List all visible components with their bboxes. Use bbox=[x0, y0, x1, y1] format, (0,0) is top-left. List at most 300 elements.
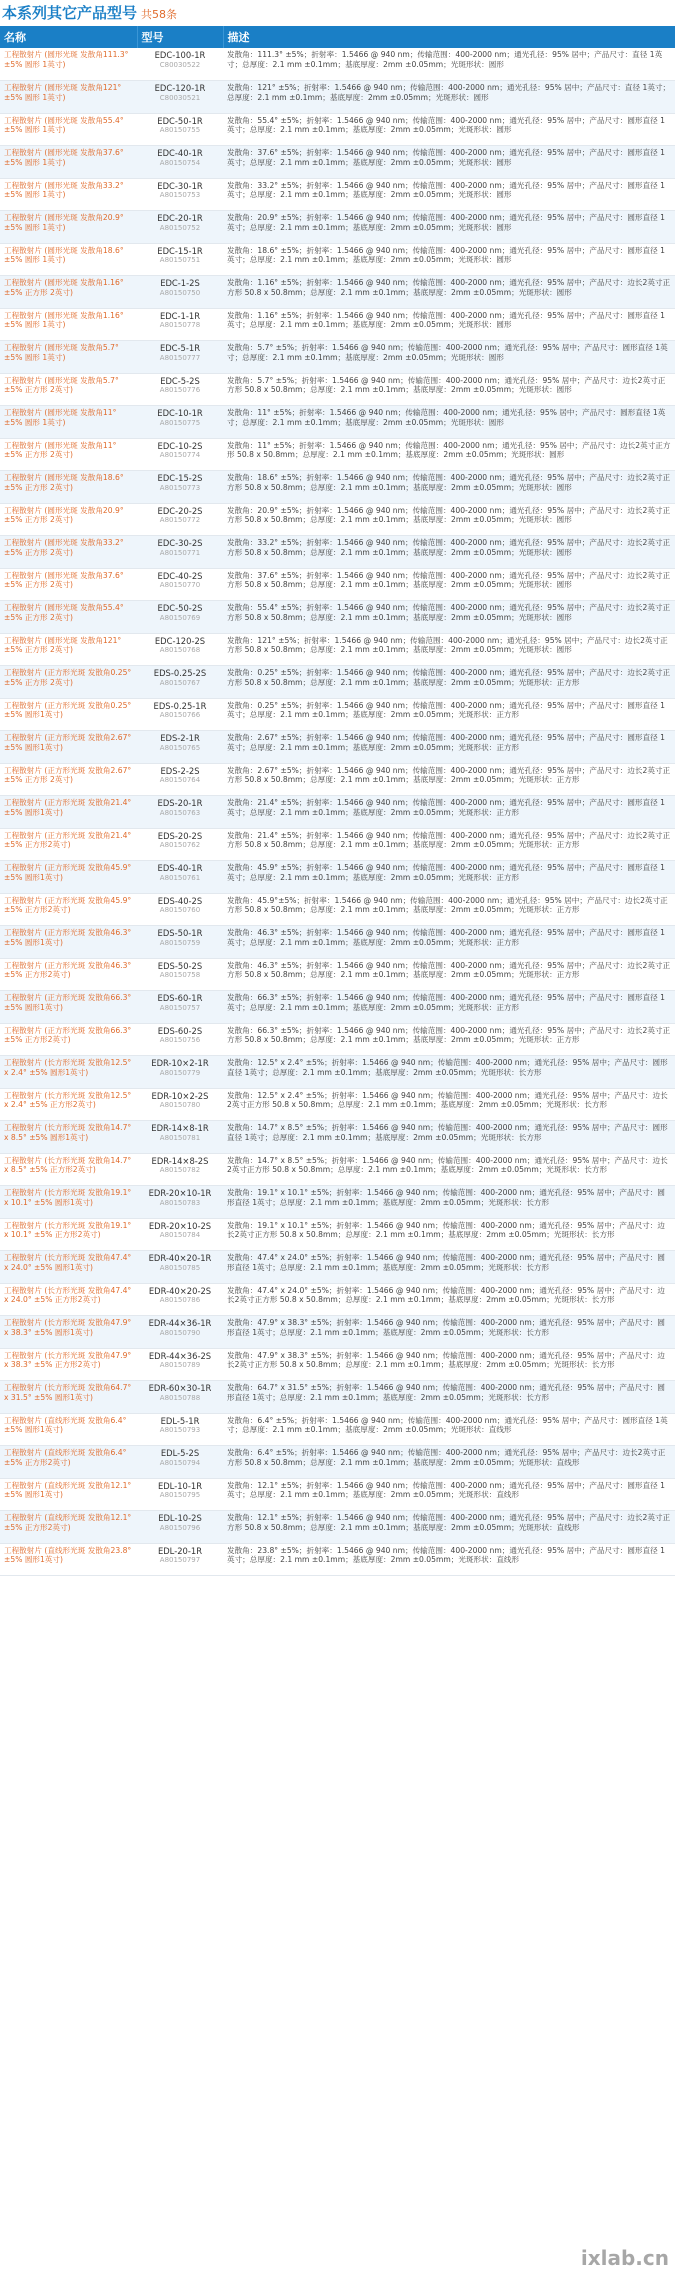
description-cell: 发散角：47.9° x 38.3° ±5%；折射率：1.5466 @ 940 nm；传输范围：400-2000 nm；通光孔径：95% 居中；产品尺寸：边长2英寸正方形 50.8 x 50.8mm；总厚度：2.1 mm ±0.1mm；基底厚度：2mm ±0.05mm；光斑形状：长方形 bbox=[223, 1348, 675, 1381]
description-cell: 发散角：1.16° ±5%；折射率：1.5466 @ 940 nm；传输范围：400-2000 nm；通光孔径：95% 居中；产品尺寸：圆形直径 1英寸；总厚度：2.1 mm ±0.1mm；基底厚度：2mm ±0.05mm；光斑形状：圆形 bbox=[223, 308, 675, 341]
table-row[interactable] bbox=[0, 1511, 675, 1544]
sku-number: A80150759 bbox=[159, 938, 201, 947]
table-row[interactable] bbox=[0, 1088, 675, 1121]
sku-number: C80030521 bbox=[159, 93, 201, 102]
table-row[interactable] bbox=[0, 601, 675, 634]
product-name-cell bbox=[0, 243, 137, 276]
sku-number: A80150779 bbox=[159, 1068, 201, 1077]
product-name-cell bbox=[0, 893, 137, 926]
model-cell bbox=[137, 178, 223, 211]
product-name-link[interactable]: 工程散射片 (长方形光斑 发散角47.4° x 24.0° ±5% 圆形1英寸) bbox=[4, 1253, 132, 1272]
result-count: 共58条 bbox=[141, 8, 178, 21]
model-cell bbox=[137, 536, 223, 569]
model-number: EDS-20-2S bbox=[157, 830, 203, 841]
table-row[interactable] bbox=[0, 958, 675, 991]
product-name-cell bbox=[0, 438, 137, 471]
product-name-link[interactable]: 工程散射片 (圆形光斑 发散角5.7° ±5% 圆形 1英寸) bbox=[4, 343, 119, 362]
sku-number: A80150793 bbox=[159, 1426, 201, 1434]
product-name-link[interactable]: 工程散射片 (长方形光斑 发散角47.4° x 24.0° ±5% 正方形2英寸) bbox=[4, 1285, 132, 1304]
model-cell bbox=[137, 763, 223, 796]
model-number: EDC-5-2S bbox=[160, 375, 200, 386]
sku-number: A80150750 bbox=[159, 288, 201, 297]
model-cell bbox=[137, 211, 223, 244]
sku-number: A80150776 bbox=[159, 386, 201, 394]
product-name-cell bbox=[0, 633, 137, 666]
sku-number: A80150769 bbox=[159, 613, 201, 622]
product-name-link[interactable]: 工程散射片 (直线形光斑 发散角12.1° ±5% 圆形1英寸) bbox=[4, 1480, 132, 1499]
table-row[interactable] bbox=[0, 926, 675, 959]
model-number: EDC-30-2S bbox=[157, 538, 203, 548]
description-cell: 发散角：37.6° ±5%；折射率：1.5466 @ 940 nm；传输范围：400-2000 nm；通光孔径：95% 居中；产品尺寸：圆形直径 1英寸；总厚度：2.1 mm ±0.1mm；基底厚度：2mm ±0.05mm；光斑形状：圆形 bbox=[223, 146, 675, 179]
section-title: 本系列其它产品型号 bbox=[2, 4, 138, 22]
description-cell: 发散角：20.9° ±5%；折射率：1.5466 @ 940 nm；传输范围：400-2000 nm；通光孔径：95% 居中；产品尺寸：圆形直径 1英寸；总厚度：2.1 mm ±0.1mm；基底厚度：2mm ±0.05mm；光斑形状：圆形 bbox=[223, 211, 675, 244]
product-name-cell bbox=[0, 1446, 137, 1479]
model-number: EDR-40×20-2S bbox=[148, 1285, 212, 1296]
description-cell: 发散角：0.25° ±5%；折射率：1.5466 @ 940 nm；传输范围：400-2000 nm；通光孔径：95% 居中；产品尺寸：圆形直径 1英寸；总厚度：2.1 mm ±0.1mm；基底厚度：2mm ±0.05mm；光斑形状：正方形 bbox=[223, 698, 675, 731]
product-name-cell bbox=[0, 1283, 137, 1316]
description-cell: 发散角：0.25° ±5%；折射率：1.5466 @ 940 nm；传输范围：400-2000 nm；通光孔径：95% 居中；产品尺寸：边长2英寸正方形 50.8 x 50.8mm；总厚度：2.1 mm ±0.1mm；基底厚度：2mm ±0.05mm；光斑形状：正方形 bbox=[223, 666, 675, 699]
model-cell bbox=[137, 308, 223, 341]
model-number: EDC-50-2S bbox=[157, 603, 203, 613]
model-number: EDR-14×8-2S bbox=[151, 1155, 209, 1166]
product-name-link[interactable]: 工程散射片 (圆形光斑 发散角1.16° ±5% 正方形 2英寸) bbox=[4, 278, 124, 297]
description-cell: 发散角：11° ±5%；折射率：1.5466 @ 940 nm；传输范围：400-2000 nm；通光孔径：95% 居中；产品尺寸：圆形直径 1英寸；总厚度：2.1 mm ±0.1mm；基底厚度：2mm ±0.05mm；光斑形状：圆形 bbox=[223, 406, 675, 439]
product-name-cell bbox=[0, 146, 137, 179]
product-name-cell bbox=[0, 81, 137, 114]
model-number: EDC-30-1R bbox=[157, 180, 203, 191]
table-row[interactable] bbox=[0, 1413, 675, 1446]
model-number: EDS-40-1R bbox=[157, 863, 203, 873]
model-number: EDC-20-2S bbox=[157, 505, 203, 516]
description-cell: 发散角：20.9° ±5%；折射率：1.5466 @ 940 nm；传输范围：400-2000 nm；通光孔径：95% 居中；产品尺寸：边长2英寸正方形 50.8 x 50.8mm；总厚度：2.1 mm ±0.1mm；基底厚度：2mm ±0.05mm；光斑形状：圆形 bbox=[223, 503, 675, 536]
model-number: EDC-10-2S bbox=[157, 440, 203, 451]
table-row[interactable] bbox=[0, 1056, 675, 1089]
product-name-cell bbox=[0, 763, 137, 796]
product-name-link[interactable]: 工程散射片 (正方形光斑 发散角0.25° ±5% 正方形 2英寸) bbox=[4, 668, 132, 687]
product-name-link[interactable]: 工程散射片 (直线形光斑 发散角6.4° ±5% 正方形2英寸) bbox=[4, 1448, 127, 1467]
table-row[interactable] bbox=[0, 178, 675, 211]
table-row[interactable] bbox=[0, 1153, 675, 1186]
model-number: EDL-5-1R bbox=[160, 1415, 200, 1426]
product-name-cell bbox=[0, 471, 137, 504]
product-name-cell bbox=[0, 1511, 137, 1544]
table-row[interactable] bbox=[0, 471, 675, 504]
product-name-link[interactable]: 工程散射片 (直线形光斑 发散角23.8° ±5% 圆形1英寸) bbox=[4, 1545, 132, 1564]
product-name-cell bbox=[0, 178, 137, 211]
model-number: EDS-60-2S bbox=[157, 1025, 203, 1036]
model-cell bbox=[137, 1413, 223, 1446]
product-name-link[interactable]: 工程散射片 (正方形光斑 发散角46.3° ±5% 圆形1英寸) bbox=[4, 928, 132, 947]
sku-number: A80150752 bbox=[159, 223, 201, 232]
sku-number: A80150774 bbox=[159, 451, 201, 459]
product-name-link[interactable]: 工程散射片 (圆形光斑 发散角11° ±5% 圆形 1英寸) bbox=[4, 408, 117, 427]
table-body bbox=[0, 48, 675, 1576]
product-name-cell bbox=[0, 1218, 137, 1251]
table-row[interactable] bbox=[0, 243, 675, 276]
model-cell bbox=[137, 861, 223, 894]
table-row[interactable] bbox=[0, 48, 675, 81]
sku-number: A80150786 bbox=[159, 1296, 201, 1304]
table-row[interactable] bbox=[0, 763, 675, 796]
table-row[interactable] bbox=[0, 1446, 675, 1479]
table-row[interactable] bbox=[0, 1381, 675, 1414]
column-header-name: 名称 bbox=[0, 26, 137, 48]
model-cell bbox=[137, 1153, 223, 1186]
product-name-link[interactable]: 工程散射片 (正方形光斑 发散角66.3° ±5% 正方形2英寸) bbox=[4, 1025, 132, 1044]
table-row[interactable] bbox=[0, 731, 675, 764]
model-cell bbox=[137, 1543, 223, 1576]
product-name-cell bbox=[0, 731, 137, 764]
description-cell: 发散角：19.1° x 10.1° ±5%；折射率：1.5466 @ 940 nm；传输范围：400-2000 nm；通光孔径：95% 居中；产品尺寸：圆形直径 1英寸；总厚度：2.1 mm ±0.1mm；基底厚度：2mm ±0.05mm；光斑形状：长方形 bbox=[223, 1186, 675, 1219]
table-row[interactable] bbox=[0, 211, 675, 244]
product-name-cell bbox=[0, 406, 137, 439]
product-name-cell bbox=[0, 666, 137, 699]
product-name-cell bbox=[0, 1056, 137, 1089]
product-name-link[interactable]: 工程散射片 (圆形光斑 发散角18.6° ±5% 圆形 1英寸) bbox=[4, 245, 124, 264]
description-cell: 发散角：19.1° x 10.1° ±5%；折射率：1.5466 @ 940 nm；传输范围：400-2000 nm；通光孔径：95% 居中；产品尺寸：边长2英寸正方形 50.8 x 50.8mm；总厚度：2.1 mm ±0.1mm；基底厚度：2mm ±0.05mm；光斑形状：长方形 bbox=[223, 1218, 675, 1251]
model-cell bbox=[137, 1218, 223, 1251]
product-name-cell bbox=[0, 796, 137, 829]
model-cell bbox=[137, 828, 223, 861]
model-number: EDC-15-1R bbox=[157, 245, 203, 256]
model-cell bbox=[137, 113, 223, 146]
product-name-link[interactable]: 工程散射片 (圆形光斑 发散角33.2° ±5% 圆形 1英寸) bbox=[4, 180, 124, 199]
sku-number: C80030522 bbox=[159, 60, 201, 69]
product-name-link[interactable]: 工程散射片 (圆形光斑 发散角55.4° ±5% 圆形 1英寸) bbox=[4, 115, 124, 134]
description-cell: 发散角：33.2° ±5%；折射率：1.5466 @ 940 nm；传输范围：400-2000 nm；通光孔径：95% 居中；产品尺寸：圆形直径 1英寸；总厚度：2.1 mm ±0.1mm；基底厚度：2mm ±0.05mm；光斑形状：圆形 bbox=[223, 178, 675, 211]
model-number: EDC-50-1R bbox=[157, 115, 203, 126]
model-cell bbox=[137, 633, 223, 666]
product-name-cell bbox=[0, 1543, 137, 1576]
model-number: EDS-20-1R bbox=[157, 798, 203, 808]
table-row[interactable] bbox=[0, 1478, 675, 1511]
model-number: EDS-50-1R bbox=[157, 928, 203, 938]
table-row[interactable] bbox=[0, 113, 675, 146]
product-name-cell bbox=[0, 211, 137, 244]
product-name-cell bbox=[0, 341, 137, 374]
model-cell bbox=[137, 568, 223, 601]
product-name-cell bbox=[0, 536, 137, 569]
table-row[interactable] bbox=[0, 341, 675, 374]
table-row[interactable] bbox=[0, 406, 675, 439]
description-cell: 发散角：33.2° ±5%；折射率：1.5466 @ 940 nm；传输范围：400-2000 nm；通光孔径：95% 居中；产品尺寸：边长2英寸正方形 50.8 x 50.8mm；总厚度：2.1 mm ±0.1mm；基底厚度：2mm ±0.05mm；光斑形状：圆形 bbox=[223, 536, 675, 569]
model-number: EDC-15-2S bbox=[157, 473, 203, 483]
product-name-link[interactable]: 工程散射片 (长方形光斑 发散角47.9° x 38.3° ±5% 正方形2英寸) bbox=[4, 1350, 132, 1369]
sku-number: A80150754 bbox=[159, 158, 201, 167]
model-number: EDC-40-1R bbox=[157, 148, 203, 158]
description-cell: 发散角：6.4° ±5%；折射率：1.5466 @ 940 nm；传输范围：400-2000 nm；通光孔径：95% 居中；产品尺寸：圆形直径 1英寸；总厚度：2.1 mm ±0.1mm；基底厚度：2mm ±0.05mm；光斑形状：直线形 bbox=[223, 1413, 675, 1446]
table-row[interactable] bbox=[0, 276, 675, 309]
model-cell bbox=[137, 1348, 223, 1381]
description-cell: 发散角：2.67° ±5%；折射率：1.5466 @ 940 nm；传输范围：400-2000 nm；通光孔径：95% 居中；产品尺寸：边长2英寸正方形 50.8 x 50.8mm；总厚度：2.1 mm ±0.1mm；基底厚度：2mm ±0.05mm；光斑形状：正方形 bbox=[223, 763, 675, 796]
sku-number: A80150784 bbox=[159, 1231, 201, 1239]
table-row[interactable] bbox=[0, 1283, 675, 1316]
product-name-cell bbox=[0, 828, 137, 861]
sku-number: A80150781 bbox=[159, 1133, 201, 1142]
description-cell: 发散角：5.7° ±5%；折射率：1.5466 @ 940 nm；传输范围：400-2000 nm；通光孔径：95% 居中；产品尺寸：边长2英寸正方形 50.8 x 50.8mm；总厚度：2.1 mm ±0.1mm；基底厚度：2mm ±0.05mm；光斑形状：圆形 bbox=[223, 373, 675, 406]
sku-number: A80150766 bbox=[159, 711, 201, 719]
sku-number: A80150778 bbox=[159, 321, 201, 329]
table-row[interactable] bbox=[0, 568, 675, 601]
model-cell bbox=[137, 731, 223, 764]
model-number: EDR-14×8-1R bbox=[151, 1123, 209, 1133]
product-name-cell bbox=[0, 1381, 137, 1414]
product-name-link[interactable]: 工程散射片 (长方形光斑 发散角14.7° x 8.5° ±5% 圆形1英寸) bbox=[4, 1123, 132, 1142]
model-number: EDR-40×20-1R bbox=[148, 1253, 212, 1263]
product-name-link[interactable]: 工程散射片 (圆形光斑 发散角33.2° ±5% 正方形 2英寸) bbox=[4, 538, 124, 557]
sku-number: A80150761 bbox=[159, 873, 201, 882]
product-name-cell bbox=[0, 308, 137, 341]
product-name-link[interactable]: 工程散射片 (圆形光斑 发散角121° ±5% 正方形 2英寸) bbox=[4, 635, 122, 654]
model-number: EDL-20-1R bbox=[157, 1545, 203, 1556]
product-name-cell bbox=[0, 1316, 137, 1349]
section-header bbox=[0, 0, 675, 26]
product-name-cell bbox=[0, 1348, 137, 1381]
model-number: EDR-20×10-1R bbox=[148, 1188, 212, 1198]
model-number: EDS-40-2S bbox=[157, 895, 203, 906]
product-name-link[interactable]: 工程散射片 (正方形光斑 发散角46.3° ±5% 正方形2英寸) bbox=[4, 960, 132, 979]
product-name-link[interactable]: 工程散射片 (圆形光斑 发散角18.6° ±5% 正方形 2英寸) bbox=[4, 473, 124, 492]
watermark-logo: ixlab.cn bbox=[580, 2246, 669, 2270]
model-number: EDR-60×30-1R bbox=[148, 1383, 212, 1393]
table-row[interactable] bbox=[0, 1543, 675, 1576]
model-number: EDR-20×10-2S bbox=[148, 1220, 212, 1231]
sku-number: A80150771 bbox=[159, 548, 201, 557]
sku-number: A80150783 bbox=[159, 1198, 201, 1207]
product-name-link[interactable]: 工程散射片 (正方形光斑 发散角45.9° ±5% 正方形2英寸) bbox=[4, 895, 132, 914]
model-number: EDL-5-2S bbox=[160, 1448, 200, 1458]
sku-number: A80150770 bbox=[159, 581, 201, 589]
model-cell bbox=[137, 698, 223, 731]
product-table bbox=[0, 26, 675, 1576]
product-name-link[interactable]: 工程散射片 (圆形光斑 发散角20.9° ±5% 圆形 1英寸) bbox=[4, 213, 124, 232]
table-row[interactable] bbox=[0, 1348, 675, 1381]
description-cell: 发散角：2.67° ±5%；折射率：1.5466 @ 940 nm；传输范围：400-2000 nm；通光孔径：95% 居中；产品尺寸：圆形直径 1英寸；总厚度：2.1 mm ±0.1mm；基底厚度：2mm ±0.05mm；光斑形状：正方形 bbox=[223, 731, 675, 764]
product-name-link[interactable]: 工程散射片 (正方形光斑 发散角2.67° ±5% 正方形 2英寸) bbox=[4, 765, 132, 784]
sku-number: A80150775 bbox=[159, 418, 201, 427]
table-row[interactable] bbox=[0, 81, 675, 114]
product-name-cell bbox=[0, 1121, 137, 1154]
product-name-link[interactable]: 工程散射片 (正方形光斑 发散角21.4° ±5% 正方形2英寸) bbox=[4, 830, 132, 849]
column-header-model: 型号 bbox=[137, 26, 223, 48]
table-row[interactable] bbox=[0, 438, 675, 471]
description-cell: 发散角：111.3° ±5%；折射率：1.5466 @ 940 nm；传输范围：400-2000 nm；通光孔径：95% 居中；产品尺寸：直径 1英寸；总厚度：2.1 mm ±0.1mm；基底厚度：2mm ±0.05mm；光斑形状：圆形 bbox=[223, 48, 675, 81]
table-row[interactable] bbox=[0, 861, 675, 894]
model-number: EDC-20-1R bbox=[157, 213, 203, 223]
model-number: EDC-40-2S bbox=[157, 570, 203, 581]
product-name-link[interactable]: 工程散射片 (长方形光斑 发散角64.7° x 31.5° ±5% 圆形1英寸) bbox=[4, 1383, 132, 1402]
sku-number: A80150763 bbox=[159, 808, 201, 817]
product-name-link[interactable]: 工程散射片 (圆形光斑 发散角5.7° ±5% 正方形 2英寸) bbox=[4, 375, 119, 394]
description-cell: 发散角：1.16° ±5%；折射率：1.5466 @ 940 nm；传输范围：400-2000 nm；通光孔径：95% 居中；产品尺寸：边长2英寸正方形 50.8 x 50.8mm；总厚度：2.1 mm ±0.1mm；基底厚度：2mm ±0.05mm；光斑形状：圆形 bbox=[223, 276, 675, 309]
sku-number: A80150768 bbox=[159, 646, 201, 654]
product-name-cell bbox=[0, 861, 137, 894]
sku-number: A80150755 bbox=[159, 126, 201, 134]
product-name-cell bbox=[0, 958, 137, 991]
product-name-link[interactable]: 工程散射片 (圆形光斑 发散角11° ±5% 正方形 2英寸) bbox=[4, 440, 117, 459]
table-header-row bbox=[0, 26, 675, 48]
sku-number: A80150765 bbox=[159, 743, 201, 752]
description-cell: 发散角：5.7° ±5%；折射率：1.5466 @ 940 nm；传输范围：400-2000 nm；通光孔径：95% 居中；产品尺寸：圆形直径 1英寸；总厚度：2.1 mm ±0.1mm；基底厚度：2mm ±0.05mm；光斑形状：圆形 bbox=[223, 341, 675, 374]
model-number: EDS-60-1R bbox=[157, 993, 203, 1003]
model-number: EDS-2-1R bbox=[160, 733, 200, 743]
product-name-link[interactable]: 工程散射片 (正方形光斑 发散角0.25° ±5% 圆形1英寸) bbox=[4, 700, 132, 719]
description-cell: 发散角：46.3° ±5%；折射率：1.5466 @ 940 nm；传输范围：400-2000 nm；通光孔径：95% 居中；产品尺寸：圆形直径 1英寸；总厚度：2.1 mm ±0.1mm；基底厚度：2mm ±0.05mm；光斑形状：正方形 bbox=[223, 926, 675, 959]
model-number: EDL-10-2S bbox=[158, 1513, 202, 1523]
model-cell bbox=[137, 1023, 223, 1056]
description-cell: 发散角：121° ±5%；折射率：1.5466 @ 940 nm；传输范围：400-2000 nm；通光孔径：95% 居中；产品尺寸：边长2英寸正方形 50.8 x 50.8mm；总厚度：2.1 mm ±0.1mm；基底厚度：2mm ±0.05mm；光斑形状：圆形 bbox=[223, 633, 675, 666]
model-cell bbox=[137, 1478, 223, 1511]
model-cell bbox=[137, 926, 223, 959]
description-cell: 发散角：121° ±5%；折射率：1.5466 @ 940 nm；传输范围：400-2000 nm；通光孔径：95% 居中；产品尺寸：直径 1英寸；总厚度：2.1 mm ±0.1mm；基底厚度：2mm ±0.05mm；光斑形状：圆形 bbox=[223, 81, 675, 114]
model-cell bbox=[137, 81, 223, 114]
product-name-link[interactable]: 工程散射片 (直线形光斑 发散角12.1° ±5% 正方形2英寸) bbox=[4, 1513, 132, 1532]
sku-number: A80150788 bbox=[159, 1393, 201, 1402]
model-cell bbox=[137, 438, 223, 471]
model-cell bbox=[137, 471, 223, 504]
sku-number: A80150758 bbox=[159, 971, 201, 979]
model-cell bbox=[137, 503, 223, 536]
product-name-link[interactable]: 工程散射片 (正方形光斑 发散角21.4° ±5% 圆形1英寸) bbox=[4, 798, 132, 817]
description-cell: 发散角：23.8° ±5%；折射率：1.5466 @ 940 nm；传输范围：400-2000 nm；通光孔径：95% 居中；产品尺寸：圆形直径 1英寸；总厚度：2.1 mm ±0.1mm；基底厚度：2mm ±0.05mm；光斑形状：直线形 bbox=[223, 1543, 675, 1576]
sku-number: A80150794 bbox=[159, 1458, 201, 1467]
model-cell bbox=[137, 958, 223, 991]
product-name-link[interactable]: 工程散射片 (长方形光斑 发散角19.1° x 10.1° ±5% 圆形1英寸) bbox=[4, 1188, 132, 1207]
product-name-link[interactable]: 工程散射片 (圆形光斑 发散角55.4° ±5% 正方形 2英寸) bbox=[4, 603, 124, 622]
sku-number: A80150777 bbox=[159, 353, 201, 362]
model-number: EDC-120-1R bbox=[154, 83, 206, 93]
sku-number: A80150762 bbox=[159, 841, 201, 849]
table-row[interactable] bbox=[0, 308, 675, 341]
model-cell bbox=[137, 1511, 223, 1544]
product-name-cell bbox=[0, 568, 137, 601]
product-name-link[interactable]: 工程散射片 (长方形光斑 发散角47.9° x 38.3° ±5% 圆形1英寸) bbox=[4, 1318, 132, 1337]
sku-number: A80150797 bbox=[159, 1556, 201, 1564]
sku-number: A80150756 bbox=[159, 1036, 201, 1044]
table-row[interactable] bbox=[0, 828, 675, 861]
product-name-cell bbox=[0, 698, 137, 731]
description-cell: 发散角：18.6° ±5%；折射率：1.5466 @ 940 nm；传输范围：400-2000 nm；通光孔径：95% 居中；产品尺寸：圆形直径 1英寸；总厚度：2.1 mm ±0.1mm；基底厚度：2mm ±0.05mm；光斑形状：圆形 bbox=[223, 243, 675, 276]
model-number: EDC-100-1R bbox=[154, 50, 206, 60]
description-cell: 发散角：66.3° ±5%；折射率：1.5466 @ 940 nm；传输范围：400-2000 nm；通光孔径：95% 居中；产品尺寸：边长2英寸正方形 50.8 x 50.8mm；总厚度：2.1 mm ±0.1mm；基底厚度：2mm ±0.05mm；光斑形状：正方形 bbox=[223, 1023, 675, 1056]
description-cell: 发散角：6.4° ±5%；折射率：1.5466 @ 940 nm；传输范围：400-2000 nm；通光孔径：95% 居中；产品尺寸：边长2英寸正方形 50.8 x 50.8mm；总厚度：2.1 mm ±0.1mm；基底厚度：2mm ±0.05mm；光斑形状：直线形 bbox=[223, 1446, 675, 1479]
sku-number: A80150789 bbox=[159, 1361, 201, 1369]
sku-number: A80150795 bbox=[159, 1491, 201, 1499]
sku-number: A80150751 bbox=[159, 256, 201, 264]
table-row[interactable] bbox=[0, 991, 675, 1024]
model-cell bbox=[137, 796, 223, 829]
model-number: EDL-10-1R bbox=[157, 1480, 203, 1491]
product-name-link[interactable]: 工程散射片 (长方形光斑 发散角12.5° x 2.4° ±5% 圆形1英寸) bbox=[4, 1058, 132, 1077]
model-number: EDC-1-1R bbox=[159, 310, 201, 321]
model-number: EDR-10×2-2S bbox=[151, 1090, 209, 1101]
product-name-link[interactable]: 工程散射片 (圆形光斑 发散角121° ±5% 圆形 1英寸) bbox=[4, 83, 122, 102]
model-number: EDR-44×36-2S bbox=[148, 1350, 212, 1361]
product-name-cell bbox=[0, 1413, 137, 1446]
model-cell bbox=[137, 1283, 223, 1316]
description-cell: 发散角：47.4° x 24.0° ±5%；折射率：1.5466 @ 940 nm；传输范围：400-2000 nm；通光孔径：95% 居中；产品尺寸：边长2英寸正方形 50.8 x 50.8mm；总厚度：2.1 mm ±0.1mm；基底厚度：2mm ±0.05mm；光斑形状：长方形 bbox=[223, 1283, 675, 1316]
product-name-cell bbox=[0, 601, 137, 634]
product-name-link[interactable]: 工程散射片 (圆形光斑 发散角111.3° ±5% 圆形 1英寸) bbox=[4, 50, 129, 69]
product-name-link[interactable]: 工程散射片 (圆形光斑 发散角37.6° ±5% 圆形 1英寸) bbox=[4, 148, 124, 167]
description-cell: 发散角：14.7° x 8.5° ±5%；折射率：1.5466 @ 940 nm；传输范围：400-2000 nm；通光孔径：95% 居中；产品尺寸：圆形直径 1英寸；总厚度：2.1 mm ±0.1mm；基底厚度：2mm ±0.05mm；光斑形状：长方形 bbox=[223, 1121, 675, 1154]
model-cell bbox=[137, 146, 223, 179]
model-number: EDC-120-2S bbox=[154, 635, 206, 646]
model-number: EDC-1-2S bbox=[160, 278, 200, 288]
product-name-link[interactable]: 工程散射片 (圆形光斑 发散角37.6° ±5% 正方形 2英寸) bbox=[4, 570, 124, 589]
table-row[interactable] bbox=[0, 796, 675, 829]
description-cell: 发散角：47.4° x 24.0° ±5%；折射率：1.5466 @ 940 nm；传输范围：400-2000 nm；通光孔径：95% 居中；产品尺寸：圆形直径 1英寸；总厚度：2.1 mm ±0.1mm；基底厚度：2mm ±0.05mm；光斑形状：长方形 bbox=[223, 1251, 675, 1284]
table-row[interactable] bbox=[0, 893, 675, 926]
model-cell bbox=[137, 1186, 223, 1219]
product-name-cell bbox=[0, 991, 137, 1024]
model-cell bbox=[137, 1121, 223, 1154]
product-name-cell bbox=[0, 1023, 137, 1056]
model-cell bbox=[137, 406, 223, 439]
product-name-link[interactable]: 工程散射片 (长方形光斑 发散角19.1° x 10.1° ±5% 正方形2英寸) bbox=[4, 1220, 132, 1239]
product-name-link[interactable]: 工程散射片 (正方形光斑 发散角2.67° ±5% 圆形1英寸) bbox=[4, 733, 132, 752]
table-row[interactable] bbox=[0, 633, 675, 666]
product-name-link[interactable]: 工程散射片 (长方形光斑 发散角12.5° x 2.4° ±5% 正方形2英寸) bbox=[4, 1090, 132, 1109]
table-row[interactable] bbox=[0, 1121, 675, 1154]
product-name-cell bbox=[0, 373, 137, 406]
table-row[interactable] bbox=[0, 1186, 675, 1219]
model-cell bbox=[137, 1251, 223, 1284]
table-row[interactable] bbox=[0, 1251, 675, 1284]
sku-number: A80150767 bbox=[159, 678, 201, 687]
sku-number: A80150753 bbox=[159, 191, 201, 199]
model-cell bbox=[137, 1446, 223, 1479]
description-cell: 发散角：12.1° ±5%；折射率：1.5466 @ 940 nm；传输范围：400-2000 nm；通光孔径：95% 居中；产品尺寸：圆形直径 1英寸；总厚度：2.1 mm ±0.1mm；基底厚度：2mm ±0.05mm；光斑形状：直线形 bbox=[223, 1478, 675, 1511]
table-row[interactable] bbox=[0, 698, 675, 731]
description-cell: 发散角：37.6° ±5%；折射率：1.5466 @ 940 nm；传输范围：400-2000 nm；通光孔径：95% 居中；产品尺寸：边长2英寸正方形 50.8 x 50.8mm；总厚度：2.1 mm ±0.1mm；基底厚度：2mm ±0.05mm；光斑形状：圆形 bbox=[223, 568, 675, 601]
sku-number: A80150773 bbox=[159, 483, 201, 492]
model-cell bbox=[137, 48, 223, 81]
model-cell bbox=[137, 1381, 223, 1414]
product-name-link[interactable]: 工程散射片 (直线形光斑 发散角6.4° ±5% 圆形1英寸) bbox=[4, 1415, 127, 1434]
model-number: EDR-44×36-1R bbox=[148, 1318, 212, 1328]
description-cell: 发散角：12.5° x 2.4° ±5%；折射率：1.5466 @ 940 nm；传输范围：400-2000 nm；通光孔径：95% 居中；产品尺寸：圆形直径 1英寸；总厚度：2.1 mm ±0.1mm；基底厚度：2mm ±0.05mm；光斑形状：长方形 bbox=[223, 1056, 675, 1089]
product-name-link[interactable]: 工程散射片 (圆形光斑 发散角1.16° ±5% 圆形 1英寸) bbox=[4, 310, 124, 329]
sku-number: A80150757 bbox=[159, 1003, 201, 1012]
table-row[interactable] bbox=[0, 373, 675, 406]
description-cell: 发散角：21.4° ±5%；折射率：1.5466 @ 940 nm；传输范围：400-2000 nm；通光孔径：95% 居中；产品尺寸：圆形直径 1英寸；总厚度：2.1 mm ±0.1mm；基底厚度：2mm ±0.05mm；光斑形状：正方形 bbox=[223, 796, 675, 829]
model-number: EDS-0.25-1R bbox=[153, 700, 207, 711]
description-cell: 发散角：21.4° ±5%；折射率：1.5466 @ 940 nm；传输范围：400-2000 nm；通光孔径：95% 居中；产品尺寸：边长2英寸正方形 50.8 x 50.8mm；总厚度：2.1 mm ±0.1mm；基底厚度：2mm ±0.05mm；光斑形状：正方形 bbox=[223, 828, 675, 861]
sku-number: A80150772 bbox=[159, 516, 201, 524]
table-row[interactable] bbox=[0, 1218, 675, 1251]
table-row[interactable] bbox=[0, 146, 675, 179]
model-cell bbox=[137, 601, 223, 634]
product-name-link[interactable]: 工程散射片 (正方形光斑 发散角45.9° ±5% 圆形1英寸) bbox=[4, 863, 132, 882]
description-cell: 发散角：18.6° ±5%；折射率：1.5466 @ 940 nm；传输范围：400-2000 nm；通光孔径：95% 居中；产品尺寸：边长2英寸正方形 50.8 x 50.8mm；总厚度：2.1 mm ±0.1mm；基底厚度：2mm ±0.05mm；光斑形状：圆形 bbox=[223, 471, 675, 504]
description-cell: 发散角：55.4° ±5%；折射率：1.5466 @ 940 nm；传输范围：400-2000 nm；通光孔径：95% 居中；产品尺寸：圆形直径 1英寸；总厚度：2.1 mm ±0.1mm；基底厚度：2mm ±0.05mm；光斑形状：圆形 bbox=[223, 113, 675, 146]
table-row[interactable] bbox=[0, 536, 675, 569]
table-row[interactable] bbox=[0, 503, 675, 536]
product-name-link[interactable]: 工程散射片 (长方形光斑 发散角14.7° x 8.5° ±5% 正方形2英寸) bbox=[4, 1155, 132, 1174]
product-name-cell bbox=[0, 48, 137, 81]
model-number: EDS-50-2S bbox=[157, 960, 203, 971]
table-row[interactable] bbox=[0, 1023, 675, 1056]
sku-number: A80150782 bbox=[159, 1166, 201, 1174]
product-name-link[interactable]: 工程散射片 (圆形光斑 发散角20.9° ±5% 正方形 2英寸) bbox=[4, 505, 124, 524]
sku-number: A80150796 bbox=[159, 1523, 201, 1532]
product-name-link[interactable]: 工程散射片 (正方形光斑 发散角66.3° ±5% 圆形1英寸) bbox=[4, 993, 132, 1012]
table-row[interactable] bbox=[0, 666, 675, 699]
table-row[interactable] bbox=[0, 1316, 675, 1349]
model-number: EDC-5-1R bbox=[159, 343, 201, 353]
model-cell bbox=[137, 341, 223, 374]
